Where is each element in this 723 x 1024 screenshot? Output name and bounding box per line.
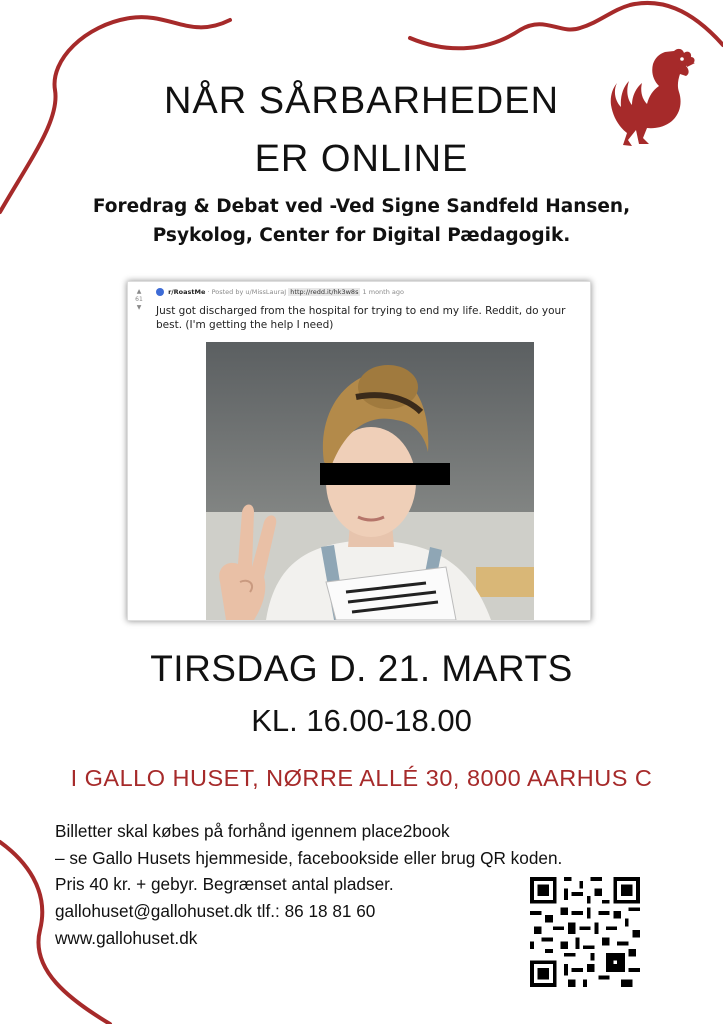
info-line-contact[interactable]: gallohuset@gallohuset.dk tlf.: 86 18 81 60 [55, 900, 376, 921]
post-title: Just got discharged from the hospital for trying to end my life. Reddit, do your best. (I'm getting the help I need) [156, 305, 566, 332]
event-time: KL. 16.00-18.00 [251, 703, 472, 738]
subtitle [0, 193, 723, 250]
subtitle-line1: Foredrag & Debat ved -Ved Signe Sandfeld Hansen, [92, 196, 631, 217]
post-link: http://redd.it/hk3w8s [290, 288, 359, 296]
posted-by: · Posted by u/MissLauraJ [207, 288, 287, 296]
event-venue: I GALLO HUSET, NØRRE ALLÉ 30, 8000 AARHUS C [70, 765, 653, 791]
subtitle-line2: Psykolog, Center for Digital Pædagogik. [152, 224, 571, 246]
event-date: TIRSDAG D. 21. MARTS [150, 648, 573, 689]
subreddit-avatar-icon [156, 288, 164, 296]
info-line-tickets: Billetter skal købes på forhånd igennem place2book [55, 821, 450, 841]
photo-illustration [206, 342, 534, 620]
upvote-icon: ▲ [136, 288, 142, 295]
vote-column [132, 288, 146, 311]
page-title-line2: ER ONLINE [254, 138, 469, 180]
subreddit-name: r/RoastMe [168, 288, 206, 296]
vote-count: 61 [135, 295, 143, 303]
qr-code[interactable] [530, 877, 640, 987]
downvote-icon: ▼ [136, 303, 142, 311]
post-age: 1 month ago [362, 288, 404, 296]
post-meta [156, 288, 404, 296]
post-photo [206, 342, 534, 620]
reddit-post-screenshot [127, 281, 591, 621]
info-line-website[interactable]: www.gallohuset.dk [55, 927, 198, 948]
page-title-line1: NÅR SÅRBARHEDEN [163, 80, 560, 122]
info-line-links: – se Gallo Husets hjemmeside, facebookside eller brug QR koden. [55, 847, 563, 868]
ticket-info [55, 818, 562, 951]
info-line-price: Pris 40 kr. + gebyr. Begrænset antal pladser. [55, 874, 394, 895]
